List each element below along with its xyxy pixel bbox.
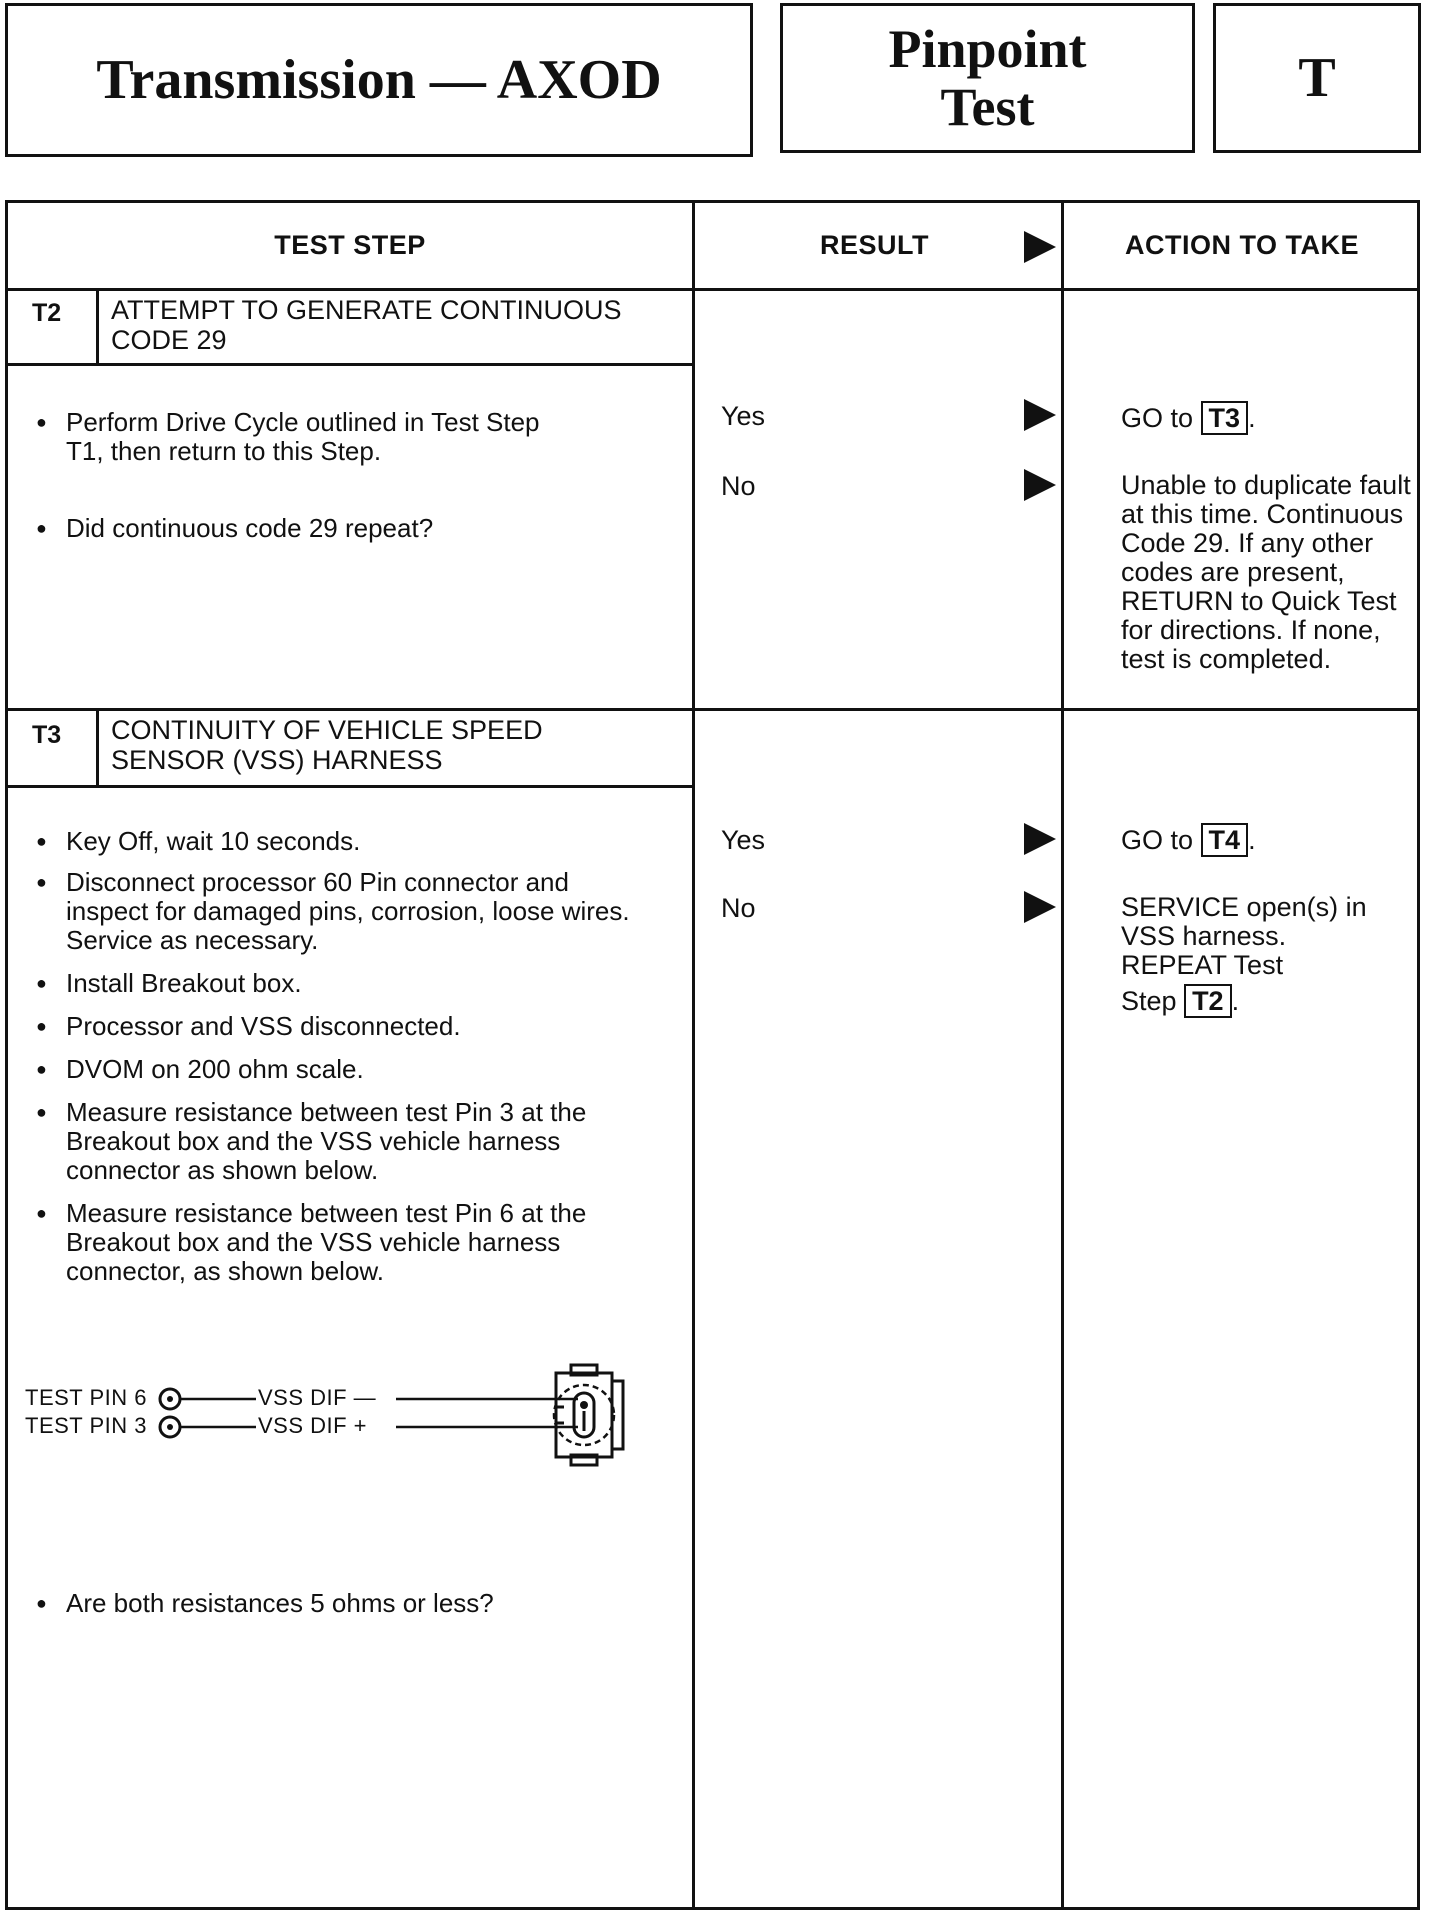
action-text: GO to T3 . [1121,403,1256,433]
instruction-item: ● Perform Drive Cycle outlined in Test Step T1, then return to this Step. [28,408,566,466]
instruction-item: ● Processor and VSS disconnected. [28,1012,678,1041]
test-type-box [780,3,1195,153]
action-text: GO to T4 . [1121,825,1256,855]
arrow-icon [1024,399,1056,431]
test-type: Pinpoint Test [888,19,1087,137]
wire-vss-dif-minus-label: VSS DIF — [258,1385,377,1410]
step-instructions [28,408,678,543]
column-header-test-step: TEST STEP [274,230,426,260]
header-arrow-icon [1024,231,1056,263]
result-no: No [721,471,756,501]
test-pin-6-label: TEST PIN 6 [25,1385,147,1410]
instruction-item: ● Measure resistance between test Pin 6 at the Breakout box and the VSS vehicle harness connector, as shown below. [28,1199,666,1286]
step-instructions [28,827,678,1286]
test-pin-3-label: TEST PIN 3 [25,1413,147,1438]
test-letter: T [1298,47,1336,109]
arrow-icon [1024,469,1056,501]
test-letter-box [1213,3,1421,153]
wire-vss-dif-plus-label: VSS DIF + [258,1413,368,1438]
test-pin-3-terminal-icon [160,1417,180,1437]
instruction-item: ● Did continuous code 29 repeat? [28,514,678,543]
instruction-item: ● Disconnect processor 60 Pin connector and inspect for damaged pins, corrosion, loose wires. Service as necessary. [28,868,646,955]
arrow-icon [1024,823,1056,855]
instruction-item: ● Are both resistances 5 ohms or less? [28,1589,678,1618]
result-yes: Yes [721,825,766,855]
step-reference[interactable]: T4 [1201,823,1249,857]
step-id: T2 [32,299,62,327]
column-header-result: RESULT [820,230,929,260]
instruction-item: ● Key Off, wait 10 seconds. [28,827,678,856]
step-title: ATTEMPT TO GENERATE CONTINUOUS CODE 29 [111,295,622,355]
step-question [28,1589,678,1618]
result-no: No [721,893,756,923]
column-header-action: ACTION TO TAKE [1125,230,1359,260]
test-pin-6-terminal-icon [160,1389,180,1409]
vss-connector-icon [554,1365,623,1465]
action-text: SERVICE open(s) in VSS harness. REPEAT Test Step T2 . [1121,892,1367,1016]
step-reference[interactable]: T2 [1184,984,1232,1018]
step-id: T3 [32,721,62,749]
instruction-item: ● Measure resistance between test Pin 3 at the Breakout box and the VSS vehicle harness connector as shown below. [28,1098,666,1185]
pinpoint-test-table [5,200,1420,1910]
step-reference[interactable]: T3 [1201,401,1249,435]
action-text: Unable to duplicate fault at this time. Continuous Code 29. If any other codes are present, RETURN to Quick Test for directions. If none, test is completed. [1121,470,1411,674]
vss-connector-diagram [8,1343,688,1483]
document-title-box [5,3,753,157]
arrow-icon [1024,891,1056,923]
result-yes: Yes [721,401,766,431]
instruction-item: ● Install Breakout box. [28,969,678,998]
step-title: CONTINUITY OF VEHICLE SPEED SENSOR (VSS) HARNESS [111,715,543,775]
document-title: Transmission — AXOD [96,49,662,111]
instruction-item: ● DVOM on 200 ohm scale. [28,1055,678,1084]
